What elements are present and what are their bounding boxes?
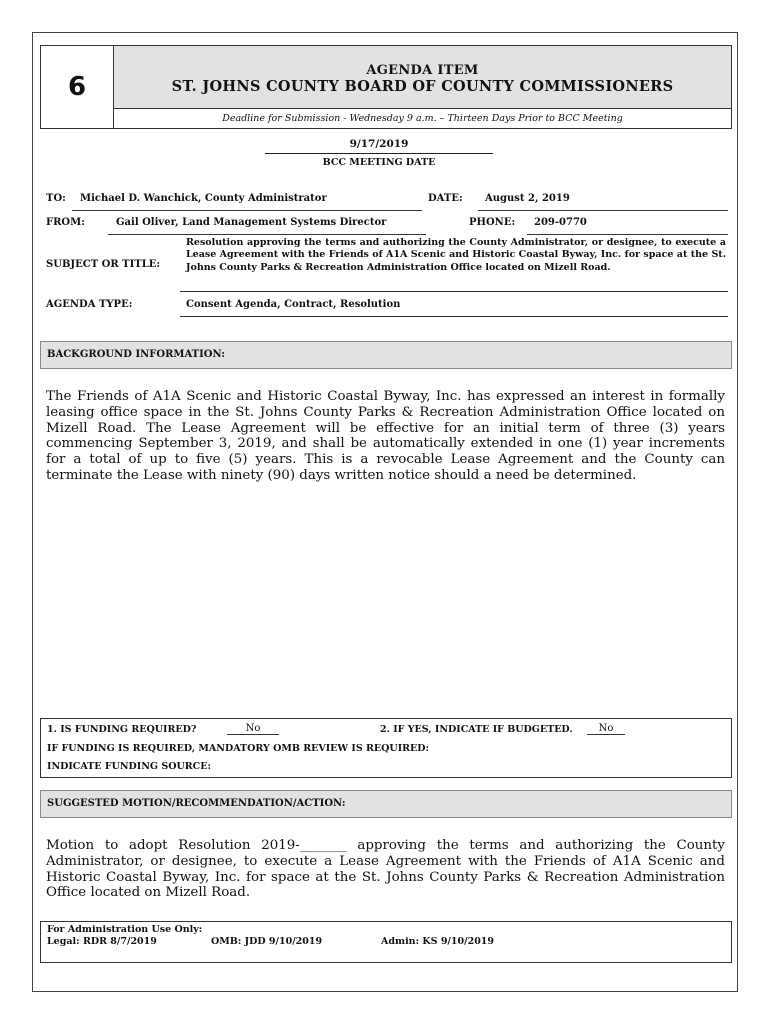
header-title-line2: ST. JOHNS COUNTY BOARD OF COUNTY COMMISSIONERS: [171, 78, 674, 95]
subject-value: Resolution approving the terms and authorizing the County Administrator, or designee, to execute a Lease Agreement with the Friends of A1A Scenic and Historic Coastal Byway, Inc. for space at the St. Johns County Parks & Recreation Administration Office located on Mizell Road.: [186, 237, 726, 273]
to-label: TO:: [46, 193, 66, 204]
agenda-type-underline: [180, 316, 728, 317]
header-title-box: [114, 46, 731, 109]
header-title-line1: AGENDA ITEM: [366, 63, 479, 78]
funding-answer-1: No: [227, 723, 279, 735]
motion-text: Motion to adopt Resolution 2019-_______ approving the terms and authorizing the County Administrator, or designee, to execute a Lease Agreement with the Friends of A1A Scenic and Historic Coastal Byway, Inc. for space at the St. Johns County Parks & Recreation Administration Office located on Mizell Road.: [46, 838, 725, 901]
meeting-date: 9/17/2019: [265, 136, 493, 154]
subject-underline: [180, 291, 728, 292]
date-label: DATE:: [428, 193, 463, 204]
omb-review-label: IF FUNDING IS REQUIRED, MANDATORY OMB REVIEW IS REQUIRED:: [47, 743, 430, 754]
agenda-header: [40, 45, 732, 129]
date-underline: [478, 210, 728, 211]
subject-label: SUBJECT OR TITLE:: [46, 259, 161, 270]
admin-use-heading: For Administration Use Only:: [47, 924, 203, 935]
meeting-date-label: BCC MEETING DATE: [322, 157, 436, 168]
legal-signoff: Legal: RDR 8/7/2019: [47, 936, 157, 947]
admin-signoff: Admin: KS 9/10/2019: [381, 936, 495, 947]
phone-underline: [527, 234, 728, 235]
funding-question-2: 2. IF YES, INDICATE IF BUDGETED.: [380, 724, 573, 735]
to-underline: [72, 210, 422, 211]
funding-source-label: INDICATE FUNDING SOURCE:: [47, 761, 211, 772]
phone-value: 209-0770: [534, 217, 587, 228]
to-value: Michael D. Wanchick, County Administrator: [80, 193, 327, 204]
motion-heading: SUGGESTED MOTION/RECOMMENDATION/ACTION:: [40, 790, 732, 818]
omb-signoff: OMB: JDD 9/10/2019: [211, 936, 323, 947]
agenda-type-value: Consent Agenda, Contract, Resolution: [186, 299, 401, 310]
phone-label: PHONE:: [469, 217, 516, 228]
funding-question-1: 1. IS FUNDING REQUIRED?: [47, 724, 197, 735]
funding-box: [40, 718, 732, 778]
funding-answer-2: No: [587, 723, 625, 735]
agenda-item-number: 6: [41, 46, 114, 128]
from-value: Gail Oliver, Land Management Systems Director: [116, 217, 387, 228]
agenda-type-label: AGENDA TYPE:: [46, 299, 133, 310]
from-label: FROM:: [46, 217, 85, 228]
admin-use-box: [40, 921, 732, 963]
from-underline: [108, 234, 426, 235]
submission-deadline: Deadline for Submission - Wednesday 9 a.m. – Thirteen Days Prior to BCC Meeting: [222, 113, 623, 124]
meeting-date-block: [265, 136, 493, 168]
background-heading: BACKGROUND INFORMATION:: [40, 341, 732, 369]
background-text: The Friends of A1A Scenic and Historic Coastal Byway, Inc. has expressed an interest in formally leasing office space in the St. Johns County Parks & Recreation Administration Office located on Mizell Road. The Lease Agreement will be effective for an initial term of three (3) years commencing September 3, 2019, and shall be automatically extended in one (1) year increments for a total of up to five (5) years. This is a revocable Lease Agreement and the County can terminate the Lease with ninety (90) days written notice should a need be determined.: [46, 389, 725, 483]
date-value: August 2, 2019: [485, 193, 570, 204]
